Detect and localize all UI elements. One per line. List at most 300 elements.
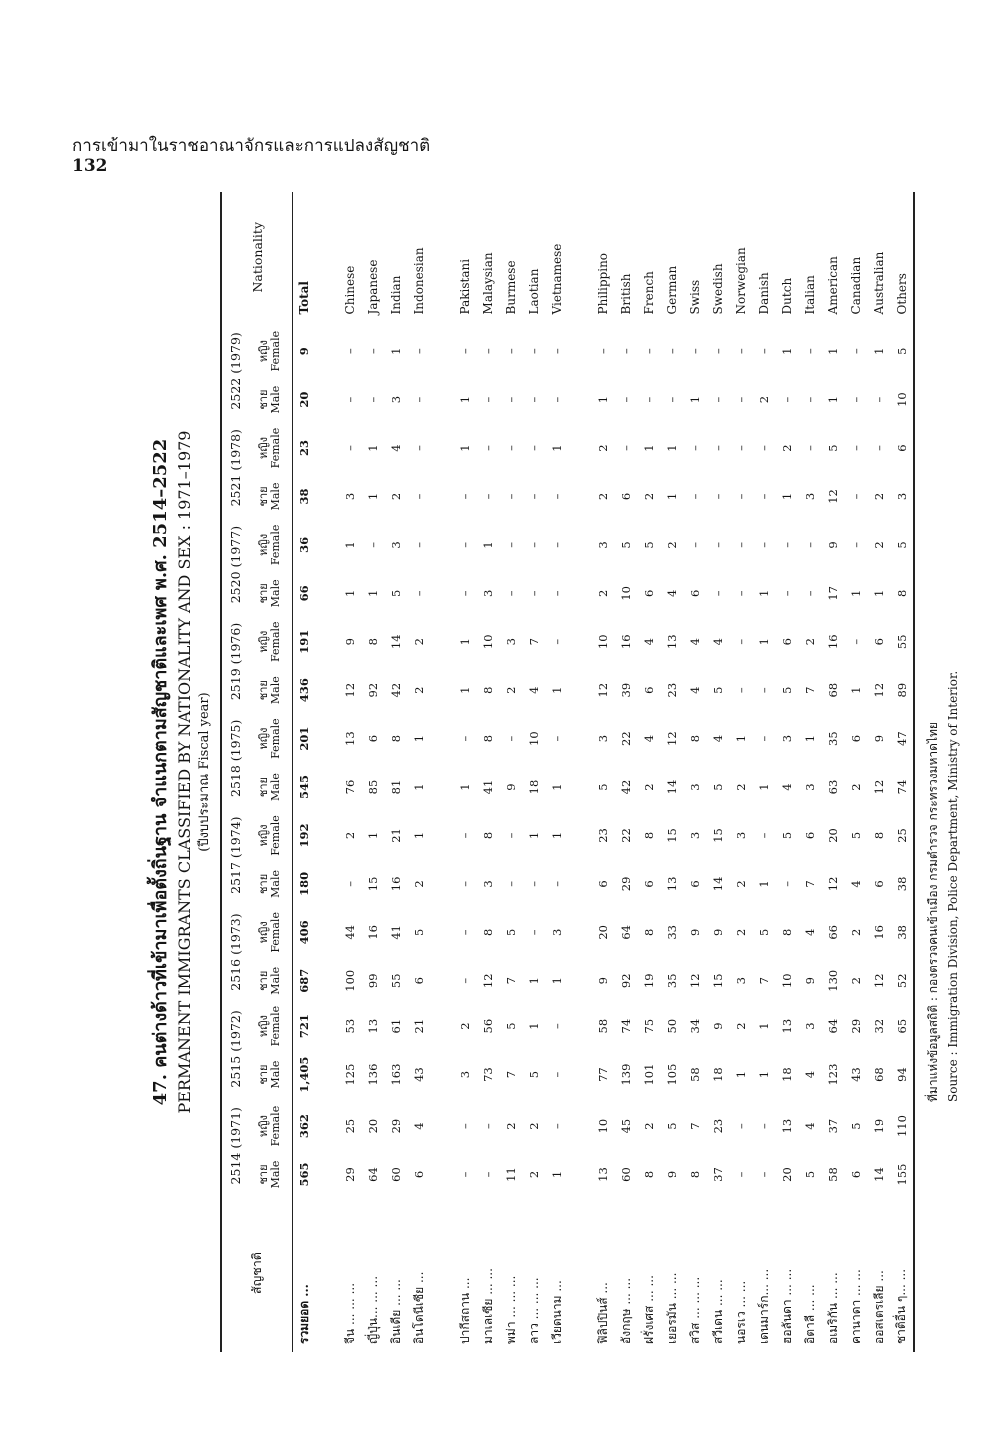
value-cell: –: [688, 493, 702, 500]
table-subtitle: (ปีงบประมาณ Fiscal year): [197, 692, 212, 852]
value-cell: 8: [780, 928, 794, 936]
value-cell: –: [527, 929, 541, 936]
value-cell: –: [711, 396, 725, 403]
value-cell: 2: [596, 589, 610, 597]
value-cell: 33: [665, 925, 679, 940]
value-cell: 8: [389, 734, 403, 743]
value-cell: 5: [891, 516, 914, 573]
value-cell: –: [665, 396, 679, 403]
row-label-thai: ฟิลิปปินส์ ...: [595, 1282, 610, 1344]
value-cell: 16: [389, 876, 403, 892]
value-cell: 3: [803, 1022, 817, 1030]
value-cell: –: [504, 445, 518, 451]
value-cell: –: [458, 929, 472, 936]
value-cell: 4: [642, 638, 656, 646]
value-cell: 6: [412, 1170, 426, 1179]
value-cell: 1: [642, 444, 656, 452]
value-cell: –: [504, 396, 518, 403]
value-cell: 5: [711, 686, 725, 694]
spacer-cell: [316, 192, 339, 1352]
value-cell: 42: [389, 682, 403, 698]
value-cell: 85: [366, 779, 380, 795]
value-cell: 6: [872, 638, 886, 646]
value-cell: –: [412, 396, 426, 403]
value-cell: 1: [458, 395, 472, 404]
value-cell: 43: [849, 1067, 863, 1082]
table-row: [707, 192, 730, 1352]
female-header: หญิง Female: [248, 322, 293, 379]
female-header: หญิง Female: [248, 710, 293, 767]
value-cell: –: [711, 348, 725, 355]
running-header: การเข้ามาในราชอาณาจักรและการแปลงสัญชาติ: [72, 136, 431, 156]
value-cell: 6: [619, 492, 633, 501]
value-cell: 52: [891, 961, 914, 1000]
value-cell: 1: [458, 444, 472, 452]
value-cell: 8: [366, 638, 380, 646]
value-cell: –: [757, 348, 771, 355]
value-cell: 13: [780, 1018, 794, 1034]
value-cell: 2: [596, 492, 610, 501]
value-cell: 14: [665, 779, 679, 795]
value-cell: 100: [343, 969, 357, 992]
value-cell: 42: [619, 779, 633, 795]
value-cell: –: [872, 396, 886, 403]
value-cell: 191: [297, 629, 312, 654]
value-cell: 22: [619, 731, 633, 746]
value-cell: 1: [665, 444, 679, 452]
value-cell: 5: [412, 928, 426, 936]
value-cell: 3: [504, 638, 518, 646]
value-cell: –: [550, 590, 564, 597]
value-cell: 9: [504, 783, 518, 791]
value-cell: –: [366, 542, 380, 548]
value-cell: 13: [780, 1118, 794, 1134]
value-cell: 92: [366, 682, 380, 698]
value-cell: 1: [550, 1170, 564, 1179]
value-cell: 13: [366, 1018, 380, 1034]
male-header: ชาย Male: [248, 961, 293, 1000]
value-cell: 1: [527, 831, 541, 840]
female-header: หญิง Female: [248, 1000, 293, 1051]
value-cell: 73: [481, 1067, 495, 1082]
value-cell: 8: [642, 1170, 656, 1179]
value-cell: 5: [665, 1122, 679, 1130]
value-cell: 1: [389, 347, 403, 355]
value-cell: 3: [389, 395, 403, 404]
table-row: [868, 192, 891, 1352]
value-cell: 6: [596, 880, 610, 888]
value-cell: 41: [481, 779, 495, 795]
value-cell: 37: [711, 1167, 725, 1182]
value-cell: 1: [734, 1070, 748, 1079]
value-cell: 4: [711, 638, 725, 646]
value-cell: 5: [757, 928, 771, 936]
row-label-english: Swedish: [711, 263, 725, 315]
table-row: [454, 192, 477, 1352]
row-label-english: Norwegian: [734, 247, 748, 315]
value-cell: 9: [711, 928, 725, 936]
value-cell: 75: [642, 1018, 656, 1034]
value-cell: –: [458, 590, 472, 597]
row-label-english: Danish: [757, 272, 771, 315]
value-cell: 77: [596, 1067, 610, 1082]
value-cell: 14: [872, 1167, 886, 1182]
value-cell: 1: [343, 589, 357, 597]
value-cell: 2: [872, 492, 886, 501]
value-cell: 16: [619, 634, 633, 650]
value-cell: 29: [619, 876, 633, 892]
table-row: [822, 192, 845, 1352]
value-cell: 2: [757, 395, 771, 404]
value-cell: 20: [297, 391, 312, 408]
value-cell: –: [688, 348, 702, 355]
row-label-thai: ญี่ปุ่น... ... ...: [365, 1275, 380, 1344]
value-cell: –: [734, 348, 748, 355]
table-row: [891, 192, 914, 1352]
row-label-thai: ฮอลันดา ... ...: [779, 1268, 794, 1344]
value-cell: 8: [688, 1170, 702, 1179]
value-cell: 545: [297, 775, 312, 800]
value-cell: 1: [803, 734, 817, 743]
value-cell: 8: [891, 574, 914, 613]
value-cell: 55: [891, 613, 914, 670]
value-cell: –: [504, 348, 518, 355]
value-cell: 56: [481, 1018, 495, 1034]
value-cell: –: [458, 1171, 472, 1178]
value-cell: 2: [504, 686, 518, 694]
value-cell: 20: [780, 1167, 794, 1182]
value-cell: 1: [481, 541, 495, 549]
value-cell: 436: [297, 678, 312, 703]
table-row: [408, 192, 431, 1352]
value-cell: 6: [366, 734, 380, 743]
value-cell: 2: [504, 1122, 518, 1130]
row-label-thai: เยอรมัน ... ...: [664, 1272, 679, 1344]
value-cell: –: [458, 1123, 472, 1129]
value-cell: 4: [412, 1122, 426, 1130]
value-cell: 4: [527, 686, 541, 694]
value-cell: –: [458, 735, 472, 742]
table-row: [638, 192, 661, 1352]
value-cell: –: [734, 396, 748, 403]
row-label-thai: สวีเดน ... ...: [710, 1279, 725, 1344]
table-body: [293, 192, 914, 1352]
value-cell: 2: [665, 541, 679, 549]
row-label-thai: มาเลเซีย ... ...: [480, 1268, 495, 1344]
value-cell: 9: [872, 734, 886, 743]
value-cell: 58: [826, 1167, 840, 1182]
value-cell: 1: [849, 589, 863, 597]
value-cell: 4: [849, 880, 863, 888]
value-cell: –: [504, 542, 518, 548]
spacer-cell: [569, 192, 592, 1352]
value-cell: 13: [665, 876, 679, 892]
source-english: Source : Immigration Division, Police Department, Ministry of Interior.: [945, 670, 960, 1102]
value-cell: –: [527, 348, 541, 355]
value-cell: 16: [366, 925, 380, 940]
value-cell: –: [688, 445, 702, 451]
value-cell: 1: [757, 589, 771, 597]
value-cell: 9: [297, 347, 312, 356]
row-label-english: Philippino: [596, 252, 610, 315]
value-cell: 6: [642, 589, 656, 597]
value-cell: 44: [343, 925, 357, 940]
value-cell: 1: [412, 831, 426, 840]
row-label-english: French: [642, 271, 656, 315]
value-cell: 68: [826, 682, 840, 698]
value-cell: 3: [688, 783, 702, 791]
value-cell: 362: [297, 1114, 312, 1139]
value-cell: –: [711, 590, 725, 597]
value-cell: 36: [297, 536, 312, 553]
row-label-thai: อังกฤษ ... ...: [618, 1277, 633, 1344]
spacer-cell: [431, 192, 454, 1352]
value-cell: –: [343, 396, 357, 403]
value-cell: –: [849, 638, 863, 645]
value-cell: –: [803, 445, 817, 451]
value-cell: 3: [780, 734, 794, 743]
value-cell: –: [734, 687, 748, 694]
value-cell: 15: [366, 876, 380, 892]
value-cell: 1: [849, 686, 863, 694]
value-cell: 68: [872, 1067, 886, 1082]
row-label-english: Chinese: [343, 265, 357, 315]
table-row: [385, 192, 408, 1352]
row-label-thai: รวมยอด ...: [296, 1284, 311, 1344]
value-cell: 2: [803, 638, 817, 646]
value-cell: 55: [389, 973, 403, 989]
value-cell: 6: [642, 686, 656, 694]
value-cell: 1: [734, 734, 748, 743]
value-cell: 15: [665, 828, 679, 843]
value-cell: 15: [711, 973, 725, 989]
row-label-english: Dutch: [780, 277, 794, 315]
value-cell: 565: [297, 1162, 312, 1187]
table-row: [293, 192, 316, 1352]
row-spacer: [316, 192, 339, 1352]
value-cell: 38: [891, 864, 914, 903]
value-cell: 6: [849, 1170, 863, 1179]
value-cell: 8: [642, 928, 656, 936]
value-cell: –: [803, 396, 817, 403]
value-cell: 3: [688, 831, 702, 840]
row-label-english: Total: [297, 281, 312, 315]
value-cell: –: [757, 687, 771, 694]
value-cell: –: [711, 445, 725, 451]
value-cell: –: [458, 881, 472, 887]
value-cell: 1: [665, 492, 679, 501]
value-cell: 2: [849, 783, 863, 791]
row-label-thai: อเมริกัน ... ...: [825, 1272, 840, 1344]
value-cell: 5: [504, 928, 518, 936]
value-cell: 4: [803, 928, 817, 936]
value-cell: –: [734, 542, 748, 548]
corner-header-thai: สัญชาติ: [221, 1194, 293, 1352]
value-cell: –: [504, 881, 518, 887]
value-cell: 406: [297, 920, 312, 945]
value-cell: 7: [504, 1070, 518, 1079]
value-cell: 163: [389, 1063, 403, 1086]
value-cell: 2: [412, 686, 426, 694]
value-cell: 14: [389, 634, 403, 650]
value-cell: –: [527, 493, 541, 500]
value-cell: 101: [642, 1063, 656, 1086]
value-cell: –: [550, 1071, 564, 1078]
row-label-english: Italian: [803, 275, 817, 315]
value-cell: –: [343, 445, 357, 451]
value-cell: 2: [734, 783, 748, 791]
value-cell: 10: [780, 973, 794, 989]
value-cell: 3: [734, 977, 748, 985]
value-cell: –: [481, 348, 495, 355]
female-header: หญิง Female: [248, 516, 293, 573]
row-label-english: Pakistani: [458, 258, 472, 315]
year-header: 2517 (1974): [221, 807, 248, 904]
value-cell: 6: [891, 419, 914, 476]
value-cell: –: [412, 445, 426, 451]
table-row: [523, 192, 546, 1352]
value-cell: –: [757, 493, 771, 500]
value-cell: –: [849, 348, 863, 355]
value-cell: 2: [780, 444, 794, 452]
value-cell: 34: [688, 1018, 702, 1034]
value-cell: 2: [389, 492, 403, 501]
value-cell: –: [481, 396, 495, 403]
value-cell: 5: [803, 1170, 817, 1179]
value-cell: 5: [849, 1122, 863, 1130]
source-thai: ที่มาแห่งข้อมูลสถิติ : กองตรวจคนเข้าเมือง กรมตำรวจ กระทรวงมหาดไทย: [925, 722, 940, 1102]
value-cell: 8: [642, 831, 656, 840]
value-cell: 12: [872, 973, 886, 989]
value-cell: 7: [803, 686, 817, 694]
value-cell: 6: [803, 831, 817, 840]
value-cell: –: [849, 493, 863, 500]
value-cell: 3: [343, 492, 357, 501]
value-cell: 139: [619, 1063, 633, 1086]
value-cell: –: [504, 493, 518, 500]
value-cell: 10: [891, 380, 914, 419]
value-cell: 1: [527, 977, 541, 985]
male-header: ชาย Male: [248, 477, 293, 516]
value-cell: –: [412, 542, 426, 548]
value-cell: –: [481, 1123, 495, 1129]
value-cell: –: [849, 542, 863, 548]
value-cell: –: [550, 735, 564, 742]
table-row: [362, 192, 385, 1352]
rotated-table-page: [148, 192, 960, 1352]
value-cell: 4: [665, 589, 679, 597]
value-cell: 64: [619, 925, 633, 940]
value-cell: –: [757, 735, 771, 742]
value-cell: 5: [780, 831, 794, 840]
value-cell: 15: [711, 828, 725, 843]
value-cell: 2: [642, 783, 656, 791]
value-cell: 2: [872, 541, 886, 549]
value-cell: –: [412, 493, 426, 500]
value-cell: 35: [665, 973, 679, 989]
row-label-english: German: [665, 265, 679, 315]
value-cell: 1: [757, 638, 771, 646]
value-cell: –: [849, 445, 863, 451]
value-cell: 2: [642, 492, 656, 501]
value-cell: 1: [872, 589, 886, 597]
value-cell: 3: [734, 831, 748, 840]
value-cell: 25: [343, 1118, 357, 1134]
value-cell: 180: [297, 871, 312, 896]
value-cell: 9: [826, 541, 840, 549]
year-header: 2522 (1979): [221, 322, 248, 419]
value-cell: 19: [872, 1118, 886, 1134]
value-cell: 6: [872, 880, 886, 888]
male-header: ชาย Male: [248, 380, 293, 419]
sex-header-row: [248, 192, 293, 1352]
value-cell: –: [504, 590, 518, 597]
value-cell: 110: [891, 1097, 914, 1154]
value-cell: 6: [688, 589, 702, 597]
year-header: 2515 (1972): [221, 1000, 248, 1097]
table-title-english: PERMANENT IMMIGRANTS CLASSIFIED BY NATIONALITY AND SEX : 1971–1979: [175, 430, 194, 1114]
value-cell: 32: [872, 1018, 886, 1034]
value-cell: –: [734, 445, 748, 451]
value-cell: 1: [550, 831, 564, 840]
value-cell: 3: [458, 1070, 472, 1079]
value-cell: 1: [757, 1022, 771, 1030]
value-cell: 50: [665, 1018, 679, 1034]
value-cell: 4: [688, 686, 702, 694]
value-cell: 8: [481, 686, 495, 694]
value-cell: 136: [366, 1063, 380, 1086]
female-header: หญิง Female: [248, 1097, 293, 1154]
table-row: [477, 192, 500, 1352]
row-label-english: Australian: [872, 251, 886, 315]
value-cell: 12: [826, 876, 840, 892]
value-cell: 8: [481, 734, 495, 743]
value-cell: 5: [596, 783, 610, 791]
value-cell: 105: [665, 1063, 679, 1086]
value-cell: 7: [803, 880, 817, 888]
row-label-english: Burmese: [504, 260, 518, 315]
value-cell: 2: [527, 1170, 541, 1179]
value-cell: 99: [366, 973, 380, 989]
value-cell: 5: [619, 541, 633, 549]
value-cell: 3: [481, 589, 495, 597]
value-cell: 12: [596, 682, 610, 698]
value-cell: 74: [619, 1018, 633, 1034]
value-cell: 13: [596, 1167, 610, 1182]
value-cell: 1: [366, 831, 380, 840]
value-cell: 12: [688, 973, 702, 989]
value-cell: 10: [596, 1118, 610, 1134]
value-cell: –: [803, 348, 817, 355]
value-cell: –: [550, 1123, 564, 1129]
row-label-english: Laotian: [527, 268, 541, 315]
year-header: 2516 (1973): [221, 904, 248, 1001]
value-cell: 5: [780, 686, 794, 694]
value-cell: 6: [849, 734, 863, 743]
value-cell: 125: [343, 1063, 357, 1086]
value-cell: 20: [826, 828, 840, 843]
value-cell: 12: [665, 731, 679, 746]
row-label-english: American: [826, 256, 840, 315]
value-cell: 6: [642, 880, 656, 888]
value-cell: –: [458, 542, 472, 548]
value-cell: 38: [891, 904, 914, 961]
value-cell: 9: [711, 1022, 725, 1030]
value-cell: 2: [596, 444, 610, 452]
value-cell: –: [757, 1171, 771, 1178]
value-cell: 17: [826, 586, 840, 601]
value-cell: –: [803, 590, 817, 597]
